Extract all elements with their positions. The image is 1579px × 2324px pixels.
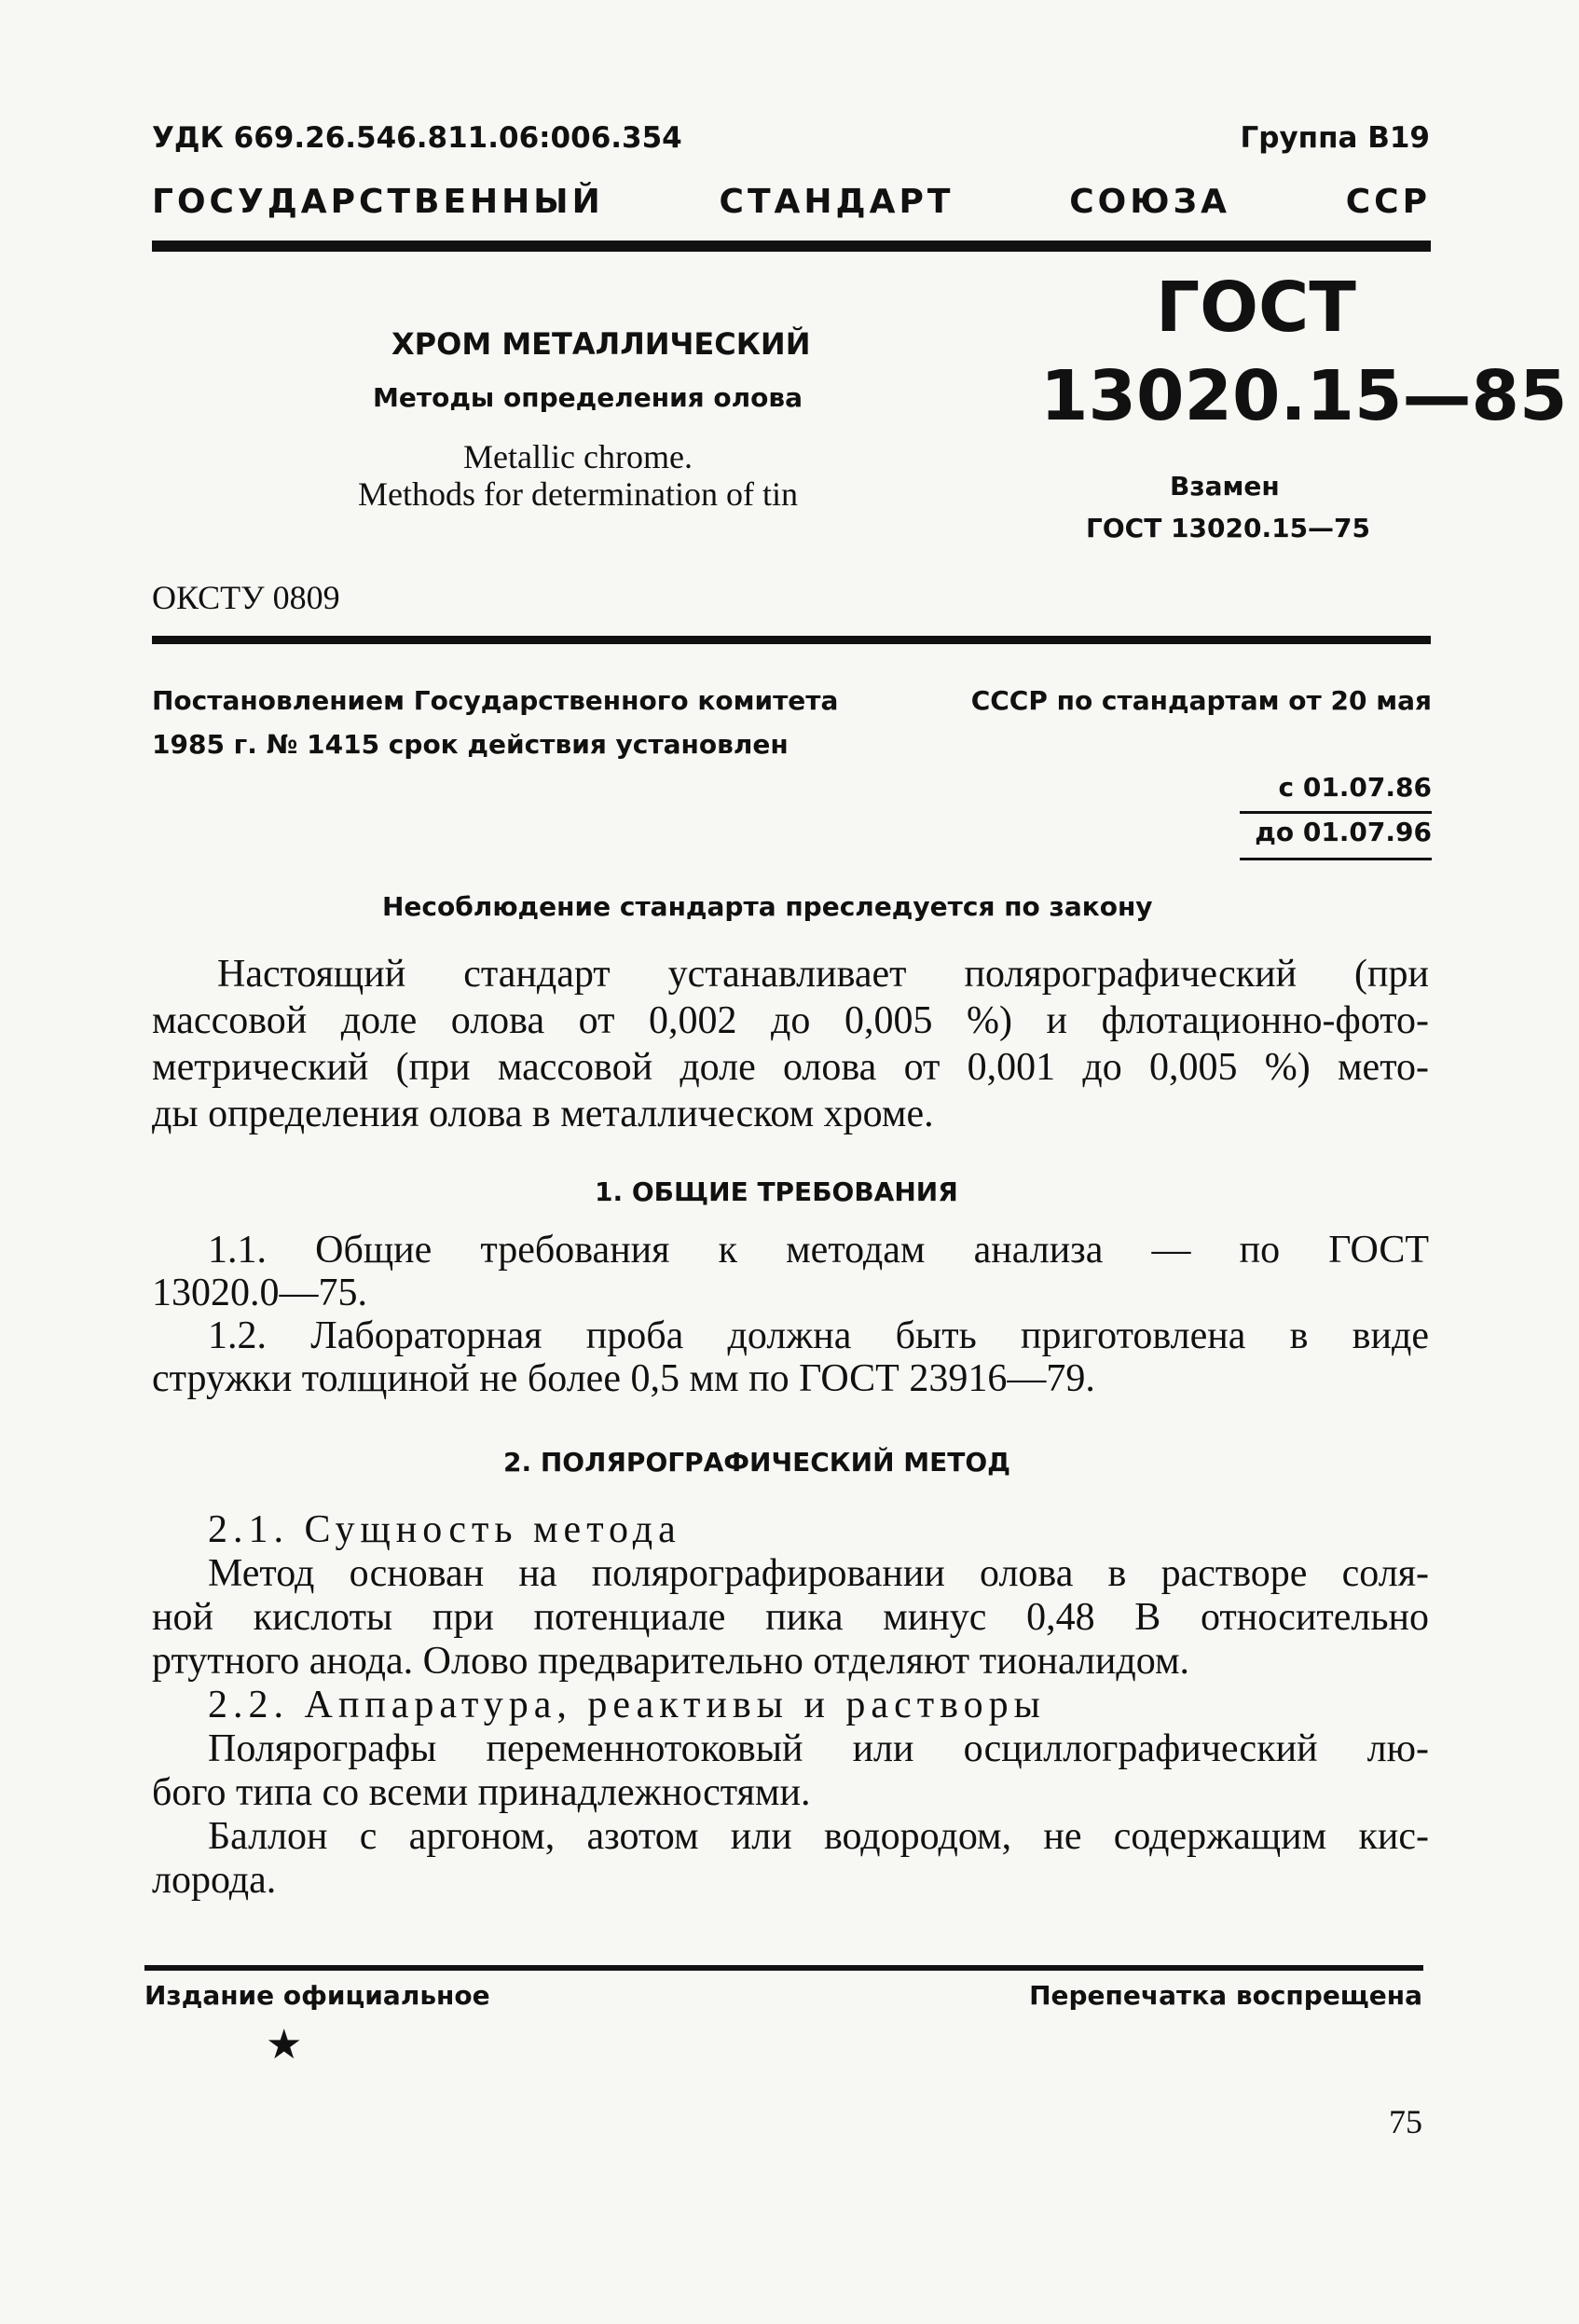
intro-line: метрический (при массовой доле олова от 0,001 до 0,005 %) мето- (152, 1046, 1429, 1089)
replaces-number: ГОСТ 13020.15—75 (1086, 513, 1371, 543)
title-rule (152, 636, 1431, 644)
section1-line: 13020.0—75. (152, 1272, 367, 1314)
english-title (317, 438, 839, 513)
decree-line1-right: СССР по стандартам от 20 мая (970, 685, 1432, 716)
intro-line: ды определения олова в металлическом хроме. (152, 1093, 934, 1135)
document-subtitle: Методы определения олова (373, 382, 803, 413)
footer-rule (144, 1965, 1423, 1971)
validity-underline (1240, 858, 1432, 860)
section1-line: 1.2. Лабораторная проба должна быть приготовлена в виде (208, 1314, 1429, 1357)
gost-label: ГОСТ (1156, 268, 1356, 348)
udk-code: УДК 669.26.546.811.06:006.354 (152, 121, 682, 155)
gost-number: 13020.15—85 (1040, 356, 1568, 436)
section2-subheading: 2.2. Аппаратура, реактивы и растворы (208, 1684, 1046, 1726)
english-title-line2: Methods for determination of tin (358, 475, 798, 513)
state-standard-banner: ГОСУДАРСТВЕННЫЙ СТАНДАРТ СОЮЗА ССР (152, 183, 1431, 221)
section2-line: Метод основан на полярографировании олова в растворе соля- (208, 1552, 1429, 1595)
validity-to: до 01.07.96 (1255, 817, 1432, 847)
law-notice: Несоблюдение стандарта преследуется по закону (382, 891, 1153, 922)
decree-line1-left: Постановлением Государственного комитета (152, 685, 839, 716)
intro-line: Настоящий стандарт устанавливает полярографический (при (217, 953, 1429, 996)
group-code: Группа В19 (1240, 121, 1430, 155)
section2-line: Баллон с аргоном, азотом или водородом, не содержащим кис- (208, 1815, 1429, 1858)
validity-from: с 01.07.86 (1278, 772, 1432, 803)
reprint-prohibited: Перепечатка воспрещена (1029, 1980, 1422, 2011)
replaces-label: Взамен (1170, 471, 1280, 502)
star-icon: ★ (266, 2022, 303, 2068)
official-edition: Издание официальное (144, 1980, 490, 2011)
section2-line: ртутного анода. Олово предварительно отделяют тионалидом. (152, 1640, 1190, 1683)
section2-line: лорода. (152, 1859, 277, 1902)
intro-line: массовой доле олова от 0,002 до 0,005 %) и флотационно-фото- (152, 999, 1429, 1042)
section1-line: стружки толщиной не более 0,5 мм по ГОСТ 23916—79. (152, 1357, 1095, 1400)
section2-line: ной кислоты при потенциале пика минус 0,48 В относительно (152, 1596, 1429, 1639)
decree-line2: 1985 г. № 1415 срок действия установлен (152, 729, 789, 760)
header-rule (152, 241, 1431, 252)
section1-heading: 1. ОБЩИЕ ТРЕБОВАНИЯ (595, 1176, 958, 1207)
document-title: ХРОМ МЕТАЛЛИЧЕСКИЙ (391, 326, 811, 362)
section2-line: бого типа со всеми принадлежностями. (152, 1771, 811, 1814)
section1-line: 1.1. Общие требования к методам анализа — по ГОСТ (208, 1229, 1429, 1272)
section2-line: Полярографы переменнотоковый или осциллографический лю- (208, 1727, 1429, 1770)
intro-paragraph (152, 951, 1429, 1137)
section2-subheading: 2.1. Сущность метода (208, 1508, 681, 1551)
validity-divider (1240, 811, 1432, 814)
section2-body (152, 1508, 1429, 1903)
okstu-code: ОКСТУ 0809 (152, 579, 340, 616)
english-title-line1: Metallic chrome. (463, 438, 693, 475)
section1-body (152, 1229, 1429, 1400)
page-number: 75 (1389, 2103, 1422, 2140)
section2-heading: 2. ПОЛЯРОГРАФИЧЕСКИЙ МЕТОД (503, 1447, 1011, 1478)
